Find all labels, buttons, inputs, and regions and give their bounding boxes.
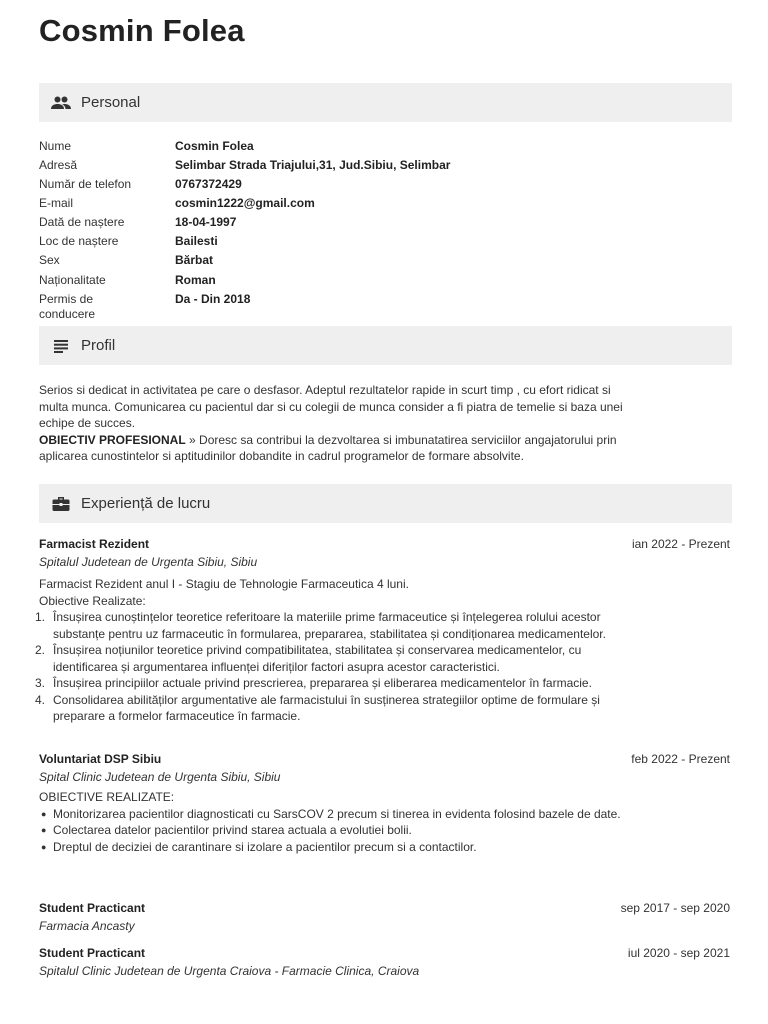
list-item [39, 839, 629, 856]
people-icon [51, 93, 71, 113]
list-number: 4. [35, 692, 46, 707]
list-number: 3. [35, 676, 46, 690]
job-title: Farmacist Rezident [39, 537, 150, 551]
personal-label: Nume [39, 139, 72, 153]
list-item [35, 609, 629, 642]
job-employer: Spital Clinic Judetean de Urgenta Sibiu, Sibiu [39, 770, 281, 784]
personal-value: Bailesti [175, 234, 218, 248]
personal-label: Sex [39, 253, 60, 267]
personal-value: Selimbar Strada Triajului,31, Jud.Sibiu, Selimbar [175, 158, 451, 172]
list-item [39, 822, 629, 839]
section-profile-title: Profil [81, 337, 116, 354]
personal-label: Naționalitate [39, 273, 106, 287]
section-experience-header [39, 484, 732, 523]
bullet-icon: ● [41, 841, 47, 852]
personal-value: Da - Din 2018 [175, 292, 251, 306]
profile-summary: Serios si dedicat in activitatea pe care o desfasor. Adeptul rezultatelor rapide in scurt timp , cu efort ridicat si multa munca. Comunicarea cu pacientul dar si cu colegii de munca consider a fi piatra de temelie si baza unei echipe de succes. [39, 383, 623, 430]
personal-value: Cosmin Folea [175, 139, 254, 153]
objective-label: OBIECTIV PROFESIONAL [39, 432, 186, 447]
section-profile-header [39, 326, 732, 365]
profile-text [39, 382, 629, 465]
personal-value: 0767372429 [175, 177, 242, 191]
bullet-icon: ● [41, 825, 47, 835]
job-dates: sep 2017 - sep 2020 [620, 901, 730, 915]
list-number: 1. [35, 610, 46, 624]
job-title: Student Practicant [39, 901, 146, 915]
personal-label: Permis de conducere [39, 292, 96, 321]
section-personal-header [39, 83, 732, 122]
list-item-text: Însușirea principiilor actuale privind prescrierea, prepararea și eliberarea medicamentelor în farmacie. [53, 676, 592, 690]
job-title: Voluntariat DSP Sibiu [39, 752, 162, 766]
briefcase-icon [51, 494, 71, 514]
list-item [35, 642, 629, 675]
personal-value: cosmin1222@gmail.com [175, 196, 315, 210]
list-number: 2. [35, 643, 46, 657]
personal-value: Bărbat [175, 253, 214, 267]
job-description [39, 789, 629, 855]
list-item-text: Colectarea datelor pacientilor privind starea actuala a evolutiei bolii. [53, 823, 412, 837]
list-item [39, 806, 629, 823]
job-achievements-list [35, 609, 629, 725]
section-personal-title: Personal [81, 94, 141, 111]
job-employer: Farmacia Ancasty [39, 919, 135, 933]
job-achievements-list [39, 806, 629, 856]
personal-value: Roman [175, 273, 216, 287]
bullet-icon: ● [41, 808, 47, 819]
section-experience-title: Experiență de lucru [81, 495, 211, 512]
personal-label: E-mail [39, 196, 74, 210]
job-dates: ian 2022 - Prezent [631, 537, 730, 551]
job-entry [39, 752, 732, 872]
personal-label: Adresă [39, 158, 78, 172]
job-dates: iul 2020 - sep 2021 [627, 946, 730, 960]
job-intro: OBIECTIVE REALIZATE: [39, 790, 175, 804]
job-intro: Obiective Realizate: [39, 593, 146, 608]
list-item-text: Consolidarea abilităților argumentative ale farmacistului în susținerea strategiilor optime de formulare și preparare a formelor farmaceutice în farmacie. [53, 692, 600, 723]
job-entry [39, 901, 732, 937]
list-item-text: Monitorizarea pacientilor diagnosticati cu SarsCOV 2 precum si tinerea in evidenta folosind bazele de date. [53, 806, 621, 821]
job-intro: Farmacist Rezident anul I - Stagiu de Tehnologie Farmaceutica 4 luni. [39, 577, 409, 591]
list-item-text: Însușirea cunoștințelor teoretice referitoare la materiile prime farmaceutice și înțelegerea rolului acestor substanțe pentru uz farmaceutic în formularea, prepararea, stabilitatea și condiționarea medicamentelor. [53, 610, 606, 641]
job-title: Student Practicant [39, 946, 146, 960]
page-title: Cosmin Folea [39, 13, 245, 48]
objective-text: » Doresc sa contribui la dezvoltarea si imbunatatirea serviciilor angajatorului prin aplicarea cunostintelor si aptitudinilor dobandite in cadrul programelor de formare absolvite. [39, 432, 617, 463]
personal-label: Loc de naștere [39, 234, 119, 248]
personal-value: 18-04-1997 [175, 215, 237, 229]
job-dates: feb 2022 - Prezent [631, 752, 730, 766]
job-entry [35, 537, 732, 742]
job-employer: Spitalul Clinic Judetean de Urgenta Craiova - Farmacie Clinica, Craiova [39, 964, 420, 978]
list-item-text: Însușirea noțiunilor teoretice privind compatibilitatea, stabilitatea și conservarea medicamentelor, cu identificarea și argumentarea influenței diferiților factori asupra acestor caracteristici. [53, 643, 582, 674]
job-description [35, 576, 629, 725]
lines-icon [51, 336, 71, 356]
personal-label: Dată de naștere [39, 215, 125, 229]
job-employer: Spitalul Judetean de Urgenta Sibiu, Sibiu [39, 555, 258, 569]
list-item [35, 675, 629, 692]
job-entry [39, 946, 732, 982]
list-item-text: Dreptul de deciziei de carantinare si izolare a pacientilor precum si a contactilor. [53, 839, 477, 854]
personal-label: Număr de telefon [39, 177, 132, 191]
list-item [35, 692, 629, 725]
